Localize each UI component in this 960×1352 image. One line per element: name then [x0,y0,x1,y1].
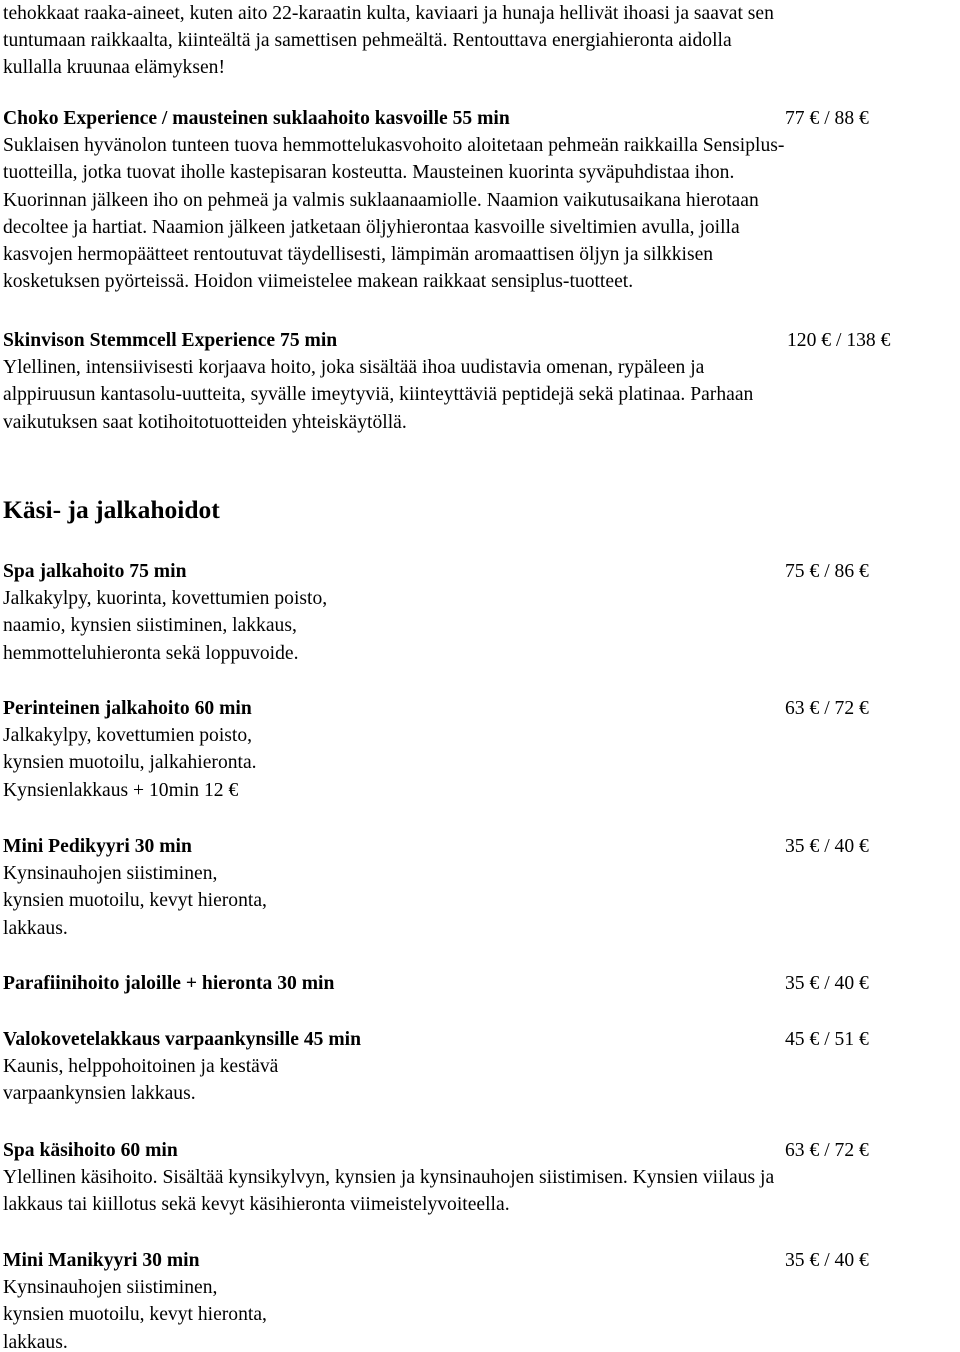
treatment-description-line: decoltee ja hartiat. Naamion jälkeen jatketaan öljyhierontaa kasvoille siveltimien avulla, joilla [3,216,740,238]
treatment-price: 75 € / 86 € [785,561,869,582]
treatment-title-row [3,105,953,132]
treatment-description-line: Kuorinnan jälkeen iho on pehmeä ja valmis suklaanaamiolle. Naamion vaikutusaikana hierotaan [3,189,759,211]
treatment-description-line: Jalkakylpy, kuorinta, kovettumien poisto, [3,588,328,610]
treatment-description-line: kasvojen hermopäätteet rentoutuvat täydellisesti, lämpimän aromaattisen öljyn ja silkkisen [3,244,714,265]
treatment-price: 63 € / 72 € [785,1140,869,1161]
treatment-title-row [3,558,953,585]
treatment-price: 63 € / 72 € [785,698,869,719]
treatment-description-line: tuotteilla, jotka tuovat iholle kastepisaran kosteutta. Mausteinen kuorinta syväpuhdistaa ihon. [3,162,735,184]
intro-line: tehokkaat raaka-aineet, kuten aito 22-karaatin kulta, kaviaari ja hunaja hellivät ihoasi ja saavat sen [3,3,774,24]
intro-line: kullalla kruunaa elämyksen! [3,57,225,79]
treatment-description-line: varpaankynsien lakkaus. [3,1083,196,1105]
treatment-title-row [3,1247,953,1274]
treatment-price: 77 € / 88 € [785,108,869,129]
treatment-title-row [3,1137,953,1164]
treatment-description-line: Kaunis, helppohoitoinen ja kestävä [3,1056,279,1078]
treatment-price: 35 € / 40 € [785,1250,869,1271]
treatment-perinteinen-jalkahoito [3,695,953,804]
treatment-parafiinihoito [3,970,953,997]
treatment-description-line: Ylellinen, intensiivisesti korjaava hoito, joka sisältää ihoa uudistavia omenan, rypäleen ja [3,357,705,379]
treatment-description-line: hemmotteluhieronta sekä loppuvoide. [3,642,299,664]
treatment-description-line: Kynsinauhojen siistiminen, [3,1277,218,1299]
treatment-description-line: kynsien muotoilu, kevyt hieronta, [3,890,267,912]
treatment-description-line: alppiruusun kantasolu-uutteita, syvälle imeytyviä, kiinteyttäviä peptidejä sekä platinaa. Parhaan [3,384,754,406]
treatment-description-line: Suklaisen hyvänolon tunteen tuova hemmottelukasvohoito aloitetaan pehmeän raikkailla Sensiplus- [3,135,785,157]
treatment-description-line: Kynsienlakkaus + 10min 12 € [3,779,239,801]
treatment-description-line: kynsien muotoilu, kevyt hieronta, [3,1304,267,1326]
treatment-spa-jalkahoito [3,558,953,667]
treatment-description-line: lakkaus tai kiillotus sekä kevyt käsihieronta viimeistelyvoiteella. [3,1194,510,1216]
treatment-choko-experience [3,105,953,295]
treatment-title: Spa jalkahoito 75 min [3,561,187,582]
treatment-price: 45 € / 51 € [785,1029,869,1050]
treatment-title: Skinvison Stemmcell Experience 75 min [3,330,338,351]
treatment-valokovetelakkaus [3,1026,953,1108]
treatment-price: 35 € / 40 € [785,973,869,994]
intro-line: tuntumaan raikkaalta, kiinteältä ja samettisen pehmeältä. Rentouttava energiahieronta aidolla [3,30,732,52]
treatment-description-line: kosketuksen pyörteissä. Hoidon viimeistelee makean raikkaat sensiplus-tuotteet. [3,271,634,293]
treatment-title: Spa käsihoito 60 min [3,1140,178,1161]
treatment-mini-pedikyyri [3,833,953,942]
section-heading: Käsi- ja jalkahoidot [3,495,220,524]
treatment-description-line: naamio, kynsien siistiminen, lakkaus, [3,615,297,637]
treatment-title: Perinteinen jalkahoito 60 min [3,698,252,719]
treatment-skinvison-stemmcell [3,327,953,436]
price-list-page [3,0,957,1352]
treatment-title-row [3,327,953,354]
treatment-title: Mini Pedikyyri 30 min [3,836,192,857]
intro-paragraph [3,0,953,82]
treatment-description-line: kynsien muotoilu, jalkahieronta. [3,752,257,774]
treatment-description-line: lakkaus. [3,917,68,939]
treatment-price: 35 € / 40 € [785,836,869,857]
treatment-description-line: Jalkakylpy, kovettumien poisto, [3,725,253,747]
treatment-title-row [3,1026,953,1053]
treatment-title: Valokovetelakkaus varpaankynsille 45 min [3,1029,362,1050]
treatment-title-row [3,970,953,997]
treatment-title: Mini Manikyyri 30 min [3,1250,200,1271]
treatment-mini-manikyyri [3,1247,953,1352]
treatment-description-line: Ylellinen käsihoito. Sisältää kynsikylvyn, kynsien ja kynsinauhojen siistimisen. Kynsien viilaus ja [3,1167,775,1189]
treatment-title-row [3,833,953,860]
treatment-title-row [3,695,953,722]
treatment-spa-kasihoito [3,1137,953,1219]
treatment-title: Choko Experience / mausteinen suklaahoito kasvoille 55 min [3,108,510,129]
treatment-description-line: vaikutuksen saat kotihoitotuotteiden yhteiskäytöllä. [3,411,407,433]
treatment-price: 120 € / 138 € [787,330,891,351]
treatment-description-line: Kynsinauhojen siistiminen, [3,863,218,885]
treatment-title: Parafiinihoito jaloille + hieronta 30 min [3,973,335,994]
treatment-description-line: lakkaus. [3,1331,68,1352]
